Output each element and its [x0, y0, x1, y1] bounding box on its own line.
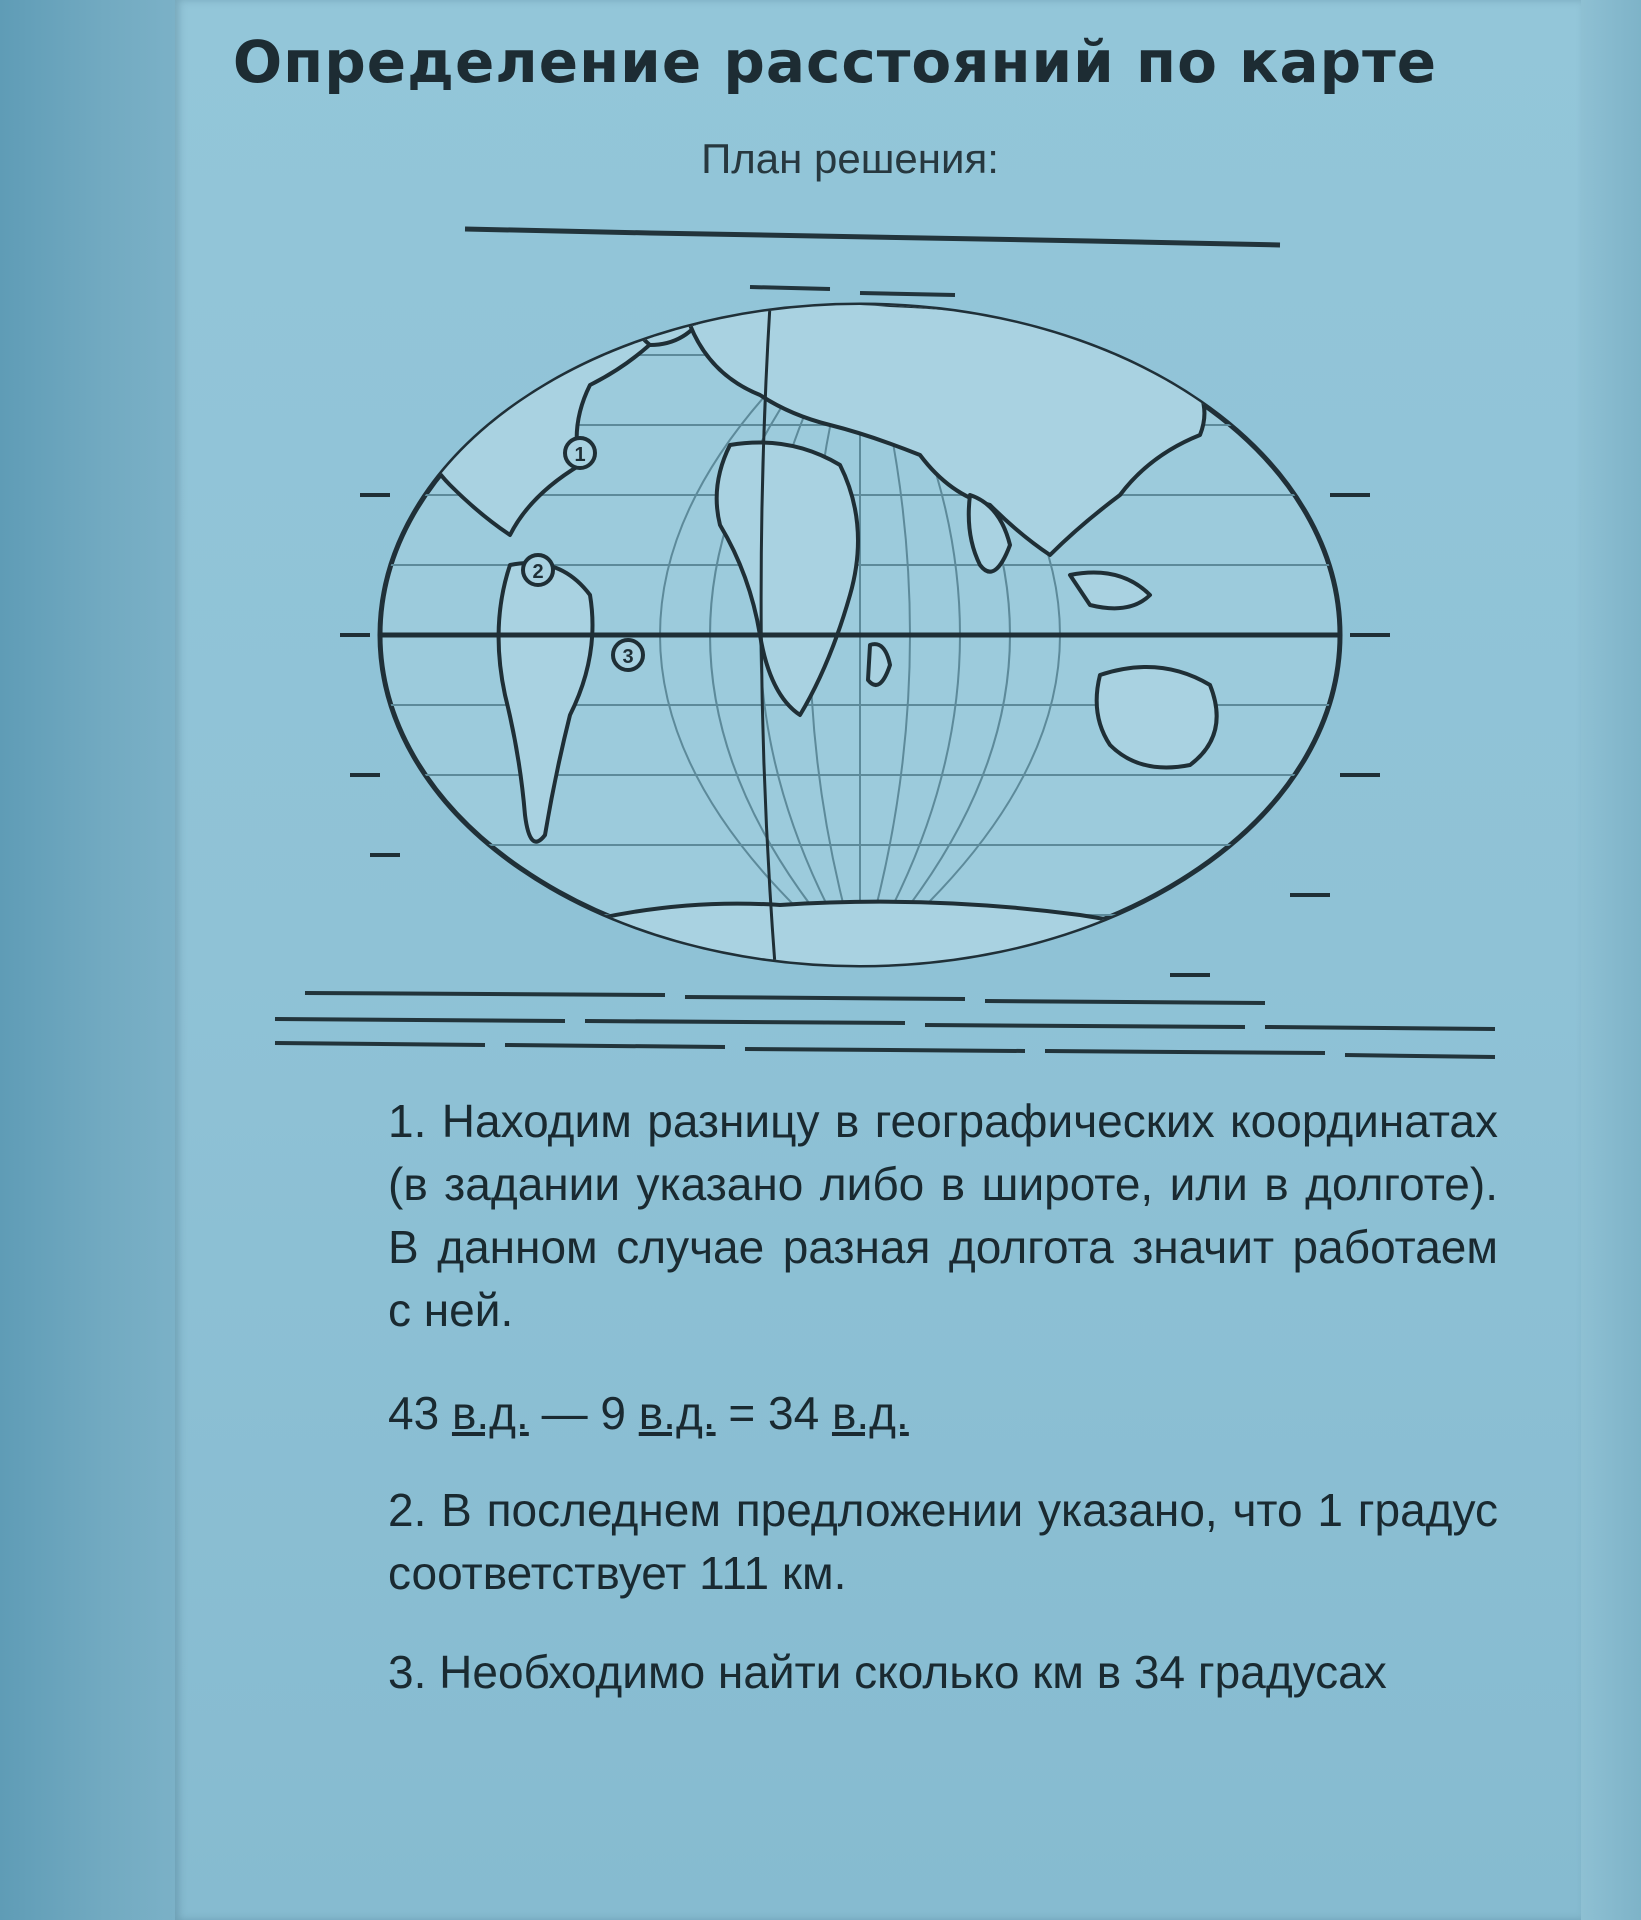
step-2-text: 2. В последнем предложении указано, что 1 градус соответствует 111 км. [388, 1484, 1498, 1599]
formula-value-a: 43 [388, 1387, 440, 1439]
formula-unit-b: в.д. [638, 1387, 716, 1439]
world-map [330, 195, 1390, 1075]
longitude-difference-formula [388, 1382, 1498, 1445]
background-right-edge [1581, 0, 1641, 1920]
svg-text:2: 2 [532, 561, 544, 583]
formula-unit-c: в.д. [831, 1387, 909, 1439]
formula-minus: — [541, 1387, 588, 1439]
page-subtitle: План решения: [701, 135, 999, 182]
formula-value-c: 34 [768, 1387, 820, 1439]
formula-equals: = [728, 1387, 756, 1439]
map-marker-1 [565, 438, 595, 468]
world-map-graphic [330, 195, 1390, 1075]
solution-steps [388, 1090, 1498, 1704]
svg-text:3: 3 [622, 646, 634, 668]
scribble-lines-bottom [265, 985, 1505, 1065]
formula-value-b: 9 [600, 1387, 626, 1439]
map-marker-3 [613, 640, 643, 670]
step-3-text: 3. Необходимо найти сколько км в 34 градусах [388, 1646, 1387, 1698]
background-left-edge [0, 0, 175, 1920]
formula-unit-a: в.д. [451, 1387, 529, 1439]
step-1-text: 1. Находим разницу в географических координатах (в задании указано либо в широте, или в долготе). В данном случае разная долгота значит работаем с ней. [388, 1095, 1498, 1336]
map-marker-2 [523, 555, 553, 585]
page-title: Определение расстояний по карте [232, 28, 1438, 96]
svg-text:1: 1 [574, 444, 586, 466]
